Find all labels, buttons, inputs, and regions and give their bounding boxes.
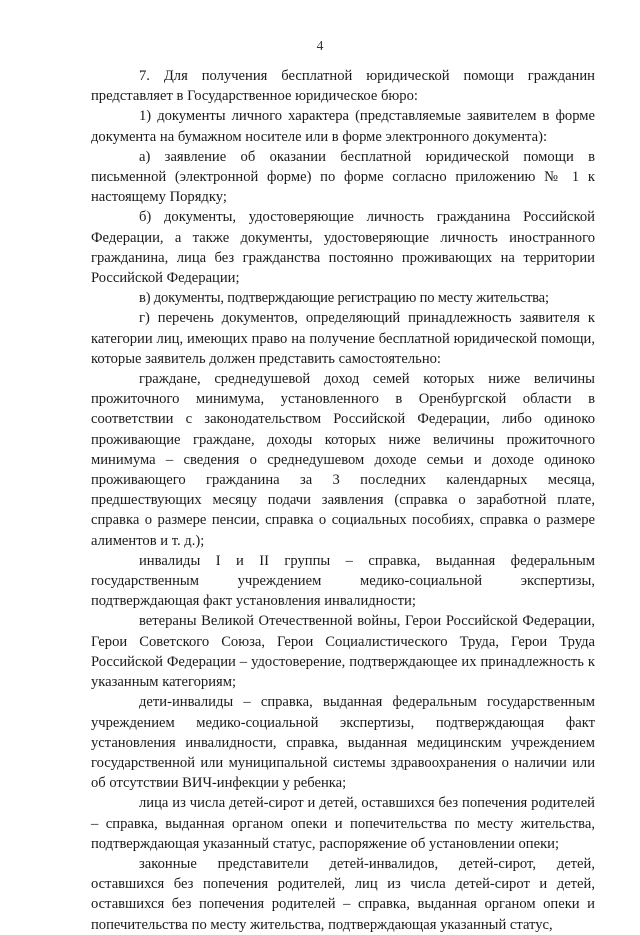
document-body: [91, 66, 595, 935]
paragraph-subitem-v: в) документы, подтверждающие регистрацию по месту жительства;: [139, 290, 549, 307]
paragraph-disabled: инвалиды I и II группы – справка, выданная федеральным государственным учреждением медико-социальной экспертизы, подтверждающая факт установления инвалидности;: [91, 552, 595, 610]
paragraph-subitem-g: г) перечень документов, определяющий принадлежность заявителя к категории лиц, имеющих право на получение бесплатной юридической помощи, которые заявитель должен представить самостоятельно:: [91, 310, 595, 367]
paragraph-low-income: граждане, среднедушевой доход семей которых ниже величины прожиточного минимума, установленного в Оренбургской области в соответствии с законодательством Российской Федерации, либо одиноко проживающие граждане, доходы которых ниже величины прожиточного минимума – сведения о среднедушевом доходе семьи и доходе одиноко проживающего гражданина за 3 последних календарных месяца, предшествующих месяцу подачи заявления (справка о заработной плате, справка о размере пенсии, справка о социальных пособиях, справка о размере алиментов и т. д.);: [91, 371, 595, 549]
paragraph-subitem-b: б) документы, удостоверяющие личность гражданина Российской Федерации, а также документы, удостоверяющие личность иностранного гражданина, лица без гражданства постоянно проживающих на территории Российской Федерации;: [91, 209, 595, 287]
paragraph-veterans: ветераны Великой Отечественной войны, Герои Российской Федерации, Герои Советского Союза, Герои Социалистического Труда, Герои Труда Российской Федерации – удостоверение, подтверждающее их принадлежность к указанным категориям;: [91, 613, 595, 691]
paragraph-subitem-a: а) заявление об оказании бесплатной юридической помощи в письменной (электронной форме) по форме согласно приложению № 1 к настоящему Порядку;: [91, 148, 595, 206]
paragraph-subitem-1: 1) документы личного характера (представляемые заявителем в форме документа на бумажном носителе или в форме электронного документа):: [91, 108, 595, 145]
paragraph-item-7: 7. Для получения бесплатной юридической помощи гражданин представляет в Государственное юридическое бюро:: [91, 68, 595, 105]
page-number: 4: [316, 38, 324, 53]
paragraph-legal-representatives: законные представители детей-инвалидов, детей-сирот, детей, оставшихся без попечения родителей, лиц из числа детей-сирот и детей, оставшихся без попечения родителей – справка, выданная органом опеки и попечительства по месту жительства, подтверждающая указанный статус,: [91, 855, 595, 933]
paragraph-disabled-children: дети-инвалиды – справка, выданная федеральным государственным учреждением медико-социальной экспертизы, подтверждающая факт установления инвалидности, справка, выданная медицинским учреждением государственной или муниципальной системы здравоохранения о наличии или об отсутствии ВИЧ-инфекции у ребенка;: [91, 694, 595, 792]
paragraph-orphans: лица из числа детей-сирот и детей, оставшихся без попечения родителей – справка, выданная органом опеки и попечительства по месту жительства, подтверждающая указанный статус, распоряжение об установлении опеки;: [91, 795, 595, 852]
